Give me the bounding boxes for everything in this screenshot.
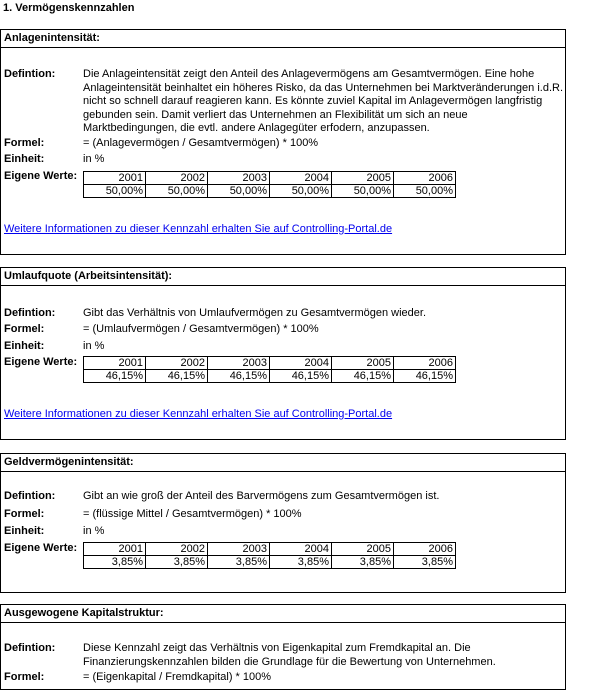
section-divider [1, 471, 565, 472]
years-row [84, 357, 456, 370]
value-cell: 3,85% [146, 556, 208, 569]
values-row [84, 185, 456, 198]
page-title: 1. Vermögenskennzahlen [3, 2, 135, 14]
info-link[interactable]: Weitere Informationen zu dieser Kennzahl erhalten Sie auf Controlling-Portal.de [4, 408, 393, 420]
unit-text: in % [83, 525, 105, 537]
value-cell: 50,00% [332, 185, 394, 198]
section-divider [1, 622, 565, 623]
year-cell: 2002 [146, 172, 208, 185]
year-cell: 2006 [394, 357, 456, 370]
year-cell: 2002 [146, 357, 208, 370]
definition-label: Defintion: [4, 490, 56, 502]
value-cell: 46,15% [208, 370, 270, 383]
formula-label: Formel: [4, 323, 45, 335]
value-cell: 3,85% [208, 556, 270, 569]
value-cell: 3,85% [332, 556, 394, 569]
value-cell: 46,15% [270, 370, 332, 383]
formula-text: = (flüssige Mittel / Gesamtvermögen) * 100% [83, 508, 302, 520]
values-label: Eigene Werte: [4, 542, 78, 554]
formula-text: = (Anlagevermögen / Gesamtvermögen) * 100% [83, 137, 319, 149]
definition-label: Defintion: [4, 307, 56, 319]
value-cell: 46,15% [394, 370, 456, 383]
section-umlaufquote [0, 267, 566, 440]
formula-label: Formel: [4, 508, 45, 520]
value-cell: 50,00% [146, 185, 208, 198]
year-cell: 2002 [146, 543, 208, 556]
value-cell: 46,15% [146, 370, 208, 383]
info-link[interactable]: Weitere Informationen zu dieser Kennzahl erhalten Sie auf Controlling-Portal.de [4, 223, 393, 235]
definition-text: Gibt das Verhältnis von Umlaufvermögen zu Gesamtvermögen wieder. [83, 307, 426, 319]
section-title: Umlaufquote (Arbeitsintensität): [4, 270, 173, 282]
year-cell: 2003 [208, 172, 270, 185]
definition-text: Die Anlageintensität zeigt den Anteil des Anlagevermögens am Gesamtvermögen. Eine hohe Anlageintensität beinhaltet ein höheres Risko, da das Unternehmen bei Marktveränderungen i.d.R. nicht so schnell darauf reagieren kann. Es könnte zuviel Kapital im Anlagevermögen langfristig gebunden sein. Damit verliert das Unternehmen an Flexibilität um sich an neue Marktbedingungen, die evtl. andere Anlagegüter erfodern, anzupassen. [83, 68, 564, 134]
year-cell: 2004 [270, 543, 332, 556]
year-cell: 2004 [270, 357, 332, 370]
formula-text: = (Eigenkapital / Fremdkapital) * 100% [83, 671, 272, 683]
years-row [84, 543, 456, 556]
unit-text: in % [83, 153, 105, 165]
value-cell: 3,85% [84, 556, 146, 569]
years-row [84, 172, 456, 185]
formula-text: = (Umlaufvermögen / Gesamtvermögen) * 100% [83, 323, 319, 335]
year-cell: 2003 [208, 543, 270, 556]
section-divider [1, 285, 565, 286]
section-anlagenintensitaet [0, 29, 566, 255]
formula-label: Formel: [4, 137, 45, 149]
year-cell: 2006 [394, 172, 456, 185]
section-title: Anlagenintensität: [4, 32, 100, 44]
definition-text: Diese Kennzahl zeigt das Verhältnis von Eigenkapital zum Fremdkapital an. Die Finanzierungskennzahlen bilden die Grundlage für die Bewertung von Unternehmen. [83, 642, 496, 668]
values-table [83, 171, 456, 198]
year-cell: 2001 [84, 172, 146, 185]
values-row [84, 556, 456, 569]
year-cell: 2005 [332, 172, 394, 185]
definition-label: Defintion: [4, 68, 56, 80]
value-cell: 50,00% [270, 185, 332, 198]
value-cell: 50,00% [84, 185, 146, 198]
section-title: Geldvermögenintensität: [4, 456, 134, 468]
year-cell: 2005 [332, 357, 394, 370]
section-divider [1, 47, 565, 48]
year-cell: 2005 [332, 543, 394, 556]
value-cell: 3,85% [270, 556, 332, 569]
value-cell: 50,00% [394, 185, 456, 198]
definition-text: Gibt an wie groß der Anteil des Barvermögens zum Gesamtvermögen ist. [83, 490, 440, 502]
value-cell: 46,15% [332, 370, 394, 383]
section-kapitalstruktur [0, 604, 566, 690]
unit-label: Einheit: [4, 153, 45, 165]
year-cell: 2001 [84, 543, 146, 556]
values-label: Eigene Werte: [4, 356, 78, 368]
values-row [84, 370, 456, 383]
formula-label: Formel: [4, 671, 45, 683]
value-cell: 50,00% [208, 185, 270, 198]
year-cell: 2004 [270, 172, 332, 185]
values-table [83, 356, 456, 383]
definition-label: Defintion: [4, 642, 56, 654]
year-cell: 2001 [84, 357, 146, 370]
unit-text: in % [83, 340, 105, 352]
unit-label: Einheit: [4, 525, 45, 537]
value-cell: 3,85% [394, 556, 456, 569]
year-cell: 2003 [208, 357, 270, 370]
value-cell: 46,15% [84, 370, 146, 383]
year-cell: 2006 [394, 543, 456, 556]
unit-label: Einheit: [4, 340, 45, 352]
section-geldvermoegenintensitaet [0, 453, 566, 593]
values-label: Eigene Werte: [4, 170, 78, 182]
values-table [83, 542, 456, 569]
section-title: Ausgewogene Kapitalstruktur: [4, 607, 164, 619]
